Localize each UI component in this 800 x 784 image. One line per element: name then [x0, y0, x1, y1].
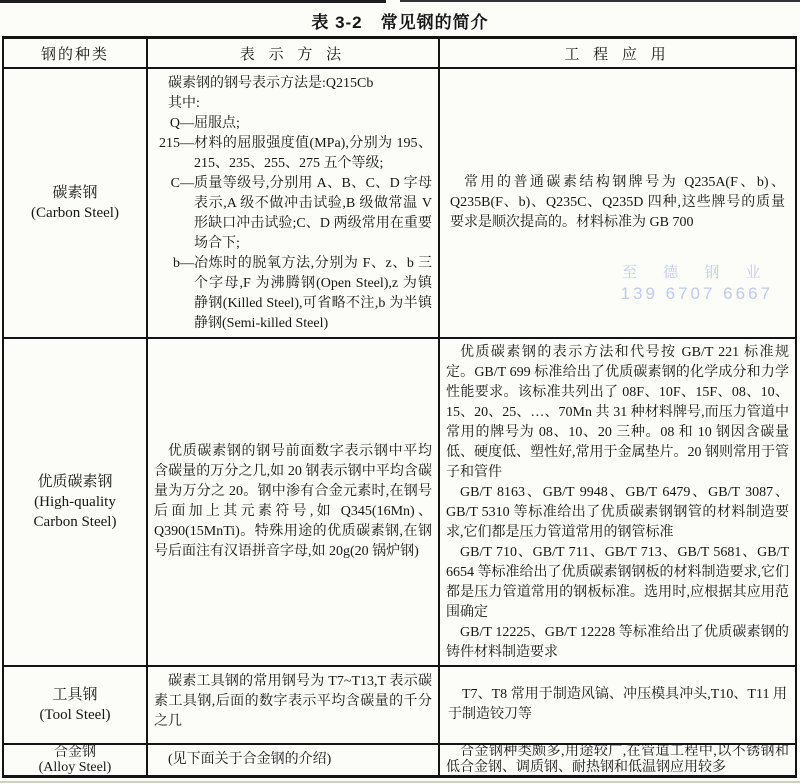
- carbon-def-c-term: C—: [170, 176, 194, 191]
- alloy-name-en: (Alloy Steel): [38, 760, 112, 775]
- carbon-name-zh: 碳素钢: [52, 185, 98, 201]
- row-hq-method-cell: [148, 339, 440, 667]
- tool-application-text: T7、T8 常用于制造风镐、冲压模具冲头,T10、T11 用于制造铰刀等: [448, 687, 787, 722]
- tool-name-zh: 工具钢: [52, 687, 98, 703]
- hq-name-en-line2: Carbon Steel): [33, 514, 117, 530]
- row-alloy-kind-cell: [4, 745, 148, 775]
- tool-method-text: 碳素工具钢的常用钢号为 T7~T13,T 表示碳素工具钢,后面的数字表示平均含碳量的千分之几: [154, 674, 432, 729]
- scan-artifact-bottom: [0, 781, 800, 783]
- carbon-def-b-desc: 冶炼时的脱氧方法,分别为 F、z、b 三个字母,F 为沸腾钢(Open Steel),z 为镇静钢(Killed Steel),可省略不注,b 为半镇静钢(Semi-killed Steel): [194, 256, 432, 331]
- row-alloy-method-cell: [148, 745, 440, 775]
- carbon-def-q-term: Q—: [169, 116, 194, 131]
- row-tool-kind-cell: [4, 667, 148, 745]
- row-carbon-application-cell: [440, 69, 795, 339]
- carbon-application-text: 常用的普通碳素结构钢牌号为 Q235A(F、b)、Q235B(F、b)、Q235C、Q235D 四种,这些牌号的质量要求是顺次提高的。材料标准为 GB 700: [450, 175, 785, 230]
- tool-name-en: (Tool Steel): [39, 707, 111, 723]
- alloy-method-text: (见下面关于合金钢的介绍): [168, 752, 332, 767]
- carbon-def-b: [154, 254, 432, 334]
- carbon-name-en: (Carbon Steel): [31, 205, 119, 221]
- header-engineering-application: 工 程 应 用: [440, 39, 795, 69]
- header-steel-kind: 钢的种类: [4, 39, 148, 69]
- carbon-def-c-desc: 质量等级号,分别用 A、B、C、D 字母表示,A 级不做冲击试验,B 级做常温 V 形缺口冲击试验;C、D 两级常用在重要场合下;: [194, 176, 432, 251]
- carbon-def-215-desc: 材料的屈服强度值(MPa),分别为 195、215、235、255、275 五个等级;: [194, 136, 432, 171]
- carbon-def-b-term: b—: [173, 256, 194, 271]
- hq-application-p1: 优质碳素钢的表示方法和代号按 GB/T 221 标准规定。GB/T 699 标准给出了优质碳素钢的化学成分和力学性能要求。该标准共列出了 08F、10F、15F、08、10、15、20、25、…、70Mn 共 31 种材料牌号,而压力管道中常用的牌号为 08、10、20 三种。08 和 10 钢因含碳量低、硬度低、塑性好,常用于金属垫片。20 钢则常用于管子和管件: [446, 345, 789, 480]
- carbon-def-c: [154, 174, 432, 254]
- scan-artifact-top-left: [0, 0, 386, 3]
- table-caption: 表 3-2 常见钢的简介: [311, 13, 489, 32]
- alloy-name-zh: 合金钢: [54, 745, 96, 760]
- watermark-phone: 139 6707 6667: [620, 284, 773, 303]
- row-hq-application-cell: [440, 339, 795, 667]
- steel-table: [2, 36, 797, 778]
- carbon-method-among: 其中:: [168, 96, 200, 111]
- carbon-def-215: [154, 134, 432, 174]
- watermark-company: 至 德 钢 业: [622, 264, 772, 281]
- row-carbon-method-cell: [148, 69, 440, 339]
- hq-name-zh: 优质碳素钢: [37, 474, 113, 490]
- alloy-application-text: 合金钢种类颇多,用途较广,在管道工程中,以不锈钢和低合金钢、调质钢、耐热钢和低温钢应用较多: [446, 745, 789, 775]
- row-hq-kind-cell: [4, 339, 148, 667]
- row-tool-method-cell: [148, 667, 440, 745]
- carbon-method-intro: 碳素钢的钢号表示方法是:Q215Cb: [168, 76, 374, 91]
- hq-method-text: 优质碳素钢的钢号前面数字表示钢中平均含碳量的万分之几,如 20 钢表示钢中平均含碳量为万分之 20。钢中渗有合金元素时,在钢号后面加上其元素符号,如 Q345(16Mn)、Q390(15MnTi)。特殊用途的优质碳素钢,在钢号后面注有汉语拼音字母,如 20g(20 锅炉钢): [154, 444, 432, 559]
- scan-artifact-top-right: [400, 0, 800, 2]
- carbon-def-215-term: 215—: [159, 136, 194, 151]
- hq-application-p2: GB/T 8163、GB/T 9948、GB/T 6479、GB/T 3087、GB/T 5310 等标准给出了优质碳素钢钢管的材料制造要求,它们都是压力管道常用的钢管标准: [446, 485, 789, 540]
- watermark: [621, 263, 773, 304]
- row-carbon-kind-cell: [4, 69, 148, 339]
- carbon-def-q-desc: 屈服点;: [194, 116, 240, 131]
- row-tool-application-cell: [440, 667, 795, 745]
- carbon-def-q: [154, 114, 432, 134]
- header-representation-method: 表 示 方 法: [148, 39, 440, 69]
- hq-application-p3: GB/T 710、GB/T 711、GB/T 713、GB/T 5681、GB/T 6654 等标准给出了优质碳素钢钢板的材料制造要求,它们都是压力管道常用的钢板标准。选用时,应根据其应用范围确定: [446, 545, 789, 620]
- hq-application-p4: GB/T 12225、GB/T 12228 等标准给出了优质碳素钢的铸件材料制造要求: [446, 625, 789, 660]
- hq-name-en-line1: (High-quality: [34, 494, 116, 510]
- row-alloy-application-cell: [440, 745, 795, 775]
